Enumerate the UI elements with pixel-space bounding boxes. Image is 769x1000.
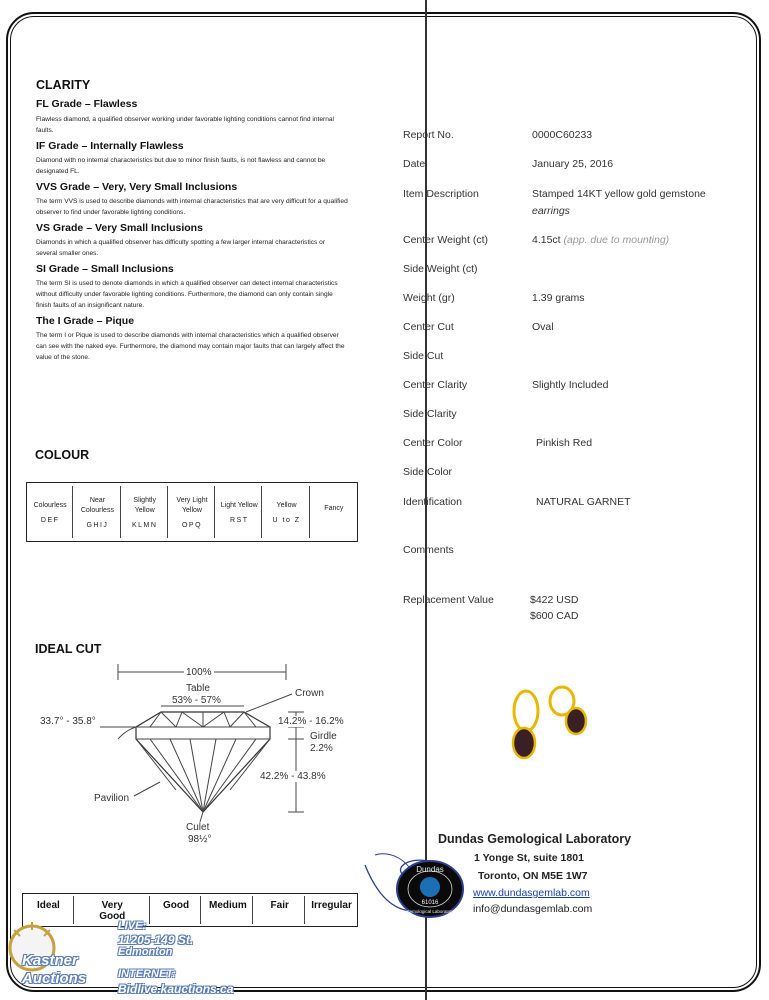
colour-cell-label: Colourless <box>33 501 67 509</box>
report-label-report-no: Report No. <box>403 129 454 141</box>
seal-bottom-text: Gemological Laboratory <box>406 909 454 914</box>
width-label: 100% <box>186 667 212 678</box>
clarity-grade-desc-si: The term SI is used to denote diamonds in which a qualified observer can detect internal characteristics without difficulty under favorable lighting conditions. Furthermore, the diamond can only contain single finish faults of an insignificant nature. <box>36 280 338 309</box>
report-label-center-cut: Center Cut <box>403 321 454 333</box>
colour-cell-label: Fancy <box>324 505 344 512</box>
report-label-identification: Identification <box>403 496 462 508</box>
report-value-replacement-usd: $422 USD <box>530 594 579 606</box>
report-value-report-no: 0000C60233 <box>532 129 593 141</box>
pavilion-label: Pavilion <box>94 793 130 804</box>
colour-cell-label: Light Yellow <box>220 501 258 509</box>
lab-name: Dundas Gemological Laboratory <box>438 832 632 846</box>
report-label-item-description: Item Description <box>403 188 479 200</box>
report-value-replacement-cad: $600 CAD <box>530 610 579 622</box>
crown-angle-label: 33.7° - 35.8° <box>40 716 96 727</box>
colour-cell-letters: KLMN <box>131 521 158 529</box>
clarity-grade-title-si: SI Grade – Small Inclusions <box>36 263 174 275</box>
report-label-side-weight: Side Weight (ct) <box>403 263 478 275</box>
cut-grade-cell: Ideal <box>24 896 74 924</box>
ideal-cut-heading: IDEAL CUT <box>35 642 102 656</box>
report-value-date: January 25, 2016 <box>532 158 614 170</box>
clarity-grade-title-vvs: VVS Grade – Very, Very Small Inclusions <box>36 181 238 193</box>
pavilion-depth-label: 42.2% - 43.8% <box>260 771 326 782</box>
report-label-center-weight: Center Weight (ct) <box>403 234 488 246</box>
culet-pointer <box>200 812 203 822</box>
watermark-internet-site: Bidlive.kauctions.ca <box>118 982 234 996</box>
girdle-label: Girdle <box>310 731 337 742</box>
clarity-grade-desc-vs: Diamonds in which a qualified observer has difficulty spotting a few larger internal characteristics or several smaller ones. <box>36 239 326 257</box>
report-value-center-weight <box>532 234 669 246</box>
crown-label: Crown <box>295 688 324 699</box>
report-value-weight: 1.39 grams <box>532 292 585 304</box>
clarity-heading: CLARITY <box>36 78 91 92</box>
colour-cell-letters: U to Z <box>272 516 301 524</box>
report-value-center-color: Pinkish Red <box>536 437 593 449</box>
clarity-grade-title-vs: VS Grade – Very Small Inclusions <box>36 222 203 234</box>
seal-number: 61016 <box>421 900 439 906</box>
clarity-grade-desc-vvs: The term VVS is used to describe diamonds with internal characteristics that are very difficult for a qualified observer to find under favorable lighting conditions. <box>36 198 348 216</box>
watermark-brand-line2: Auctions <box>22 970 87 987</box>
clarity-grade-title-if: IF Grade – Internally Flawless <box>36 140 184 152</box>
watermark-brand-line1: Kastner <box>22 952 78 969</box>
culet-label: Culet <box>186 822 210 833</box>
lab-address-line2: Toronto, ON M5E 1W7 <box>478 870 588 882</box>
report-value-item-description: Stamped 14KT yellow gold gemstone <box>532 188 706 200</box>
report-label-date: Date <box>403 158 426 170</box>
lab-website-link[interactable]: www.dundasgemlab.com <box>473 887 590 899</box>
colour-heading: COLOUR <box>35 448 90 462</box>
cut-grade-cell: Fair <box>255 896 305 924</box>
clarity-grade-desc-i: The term I or Pique is used to describe diamonds with internal characteristics which a qualified observer can see with the naked eye. Furthermore, the diamond may contain major faults that can largely affect the value of the stone. <box>36 332 345 361</box>
table-label: Table <box>186 683 210 694</box>
cut-grade-cell: Irregular <box>311 900 352 911</box>
culet-value-label: 98½° <box>188 834 212 845</box>
report-label-side-cut: Side Cut <box>403 350 444 362</box>
report-label-center-clarity: Center Clarity <box>403 379 468 391</box>
colour-cell-label: Near Colourless <box>80 496 114 514</box>
clarity-grade-title-fl: FL Grade – Flawless <box>36 98 138 110</box>
colour-cell-letters: OPQ <box>181 521 203 529</box>
report-label-center-color: Center Color <box>403 437 463 449</box>
report-value-center-clarity: Slightly Included <box>532 379 609 391</box>
colour-cell-label: Yellow <box>276 501 297 509</box>
report-label-weight: Weight (gr) <box>403 292 455 304</box>
crown-height-label: 14.2% - 16.2% <box>278 716 344 727</box>
cut-grade-table <box>22 893 358 927</box>
watermark-live-address: 11205-149 St. <box>118 933 194 947</box>
center-weight-value: 4.15ct <box>532 234 561 246</box>
center-weight-note: (app. due to mounting) <box>563 234 670 246</box>
report-value-item-description-line2: earrings <box>532 205 570 217</box>
report-label-comments: Comments <box>403 544 454 556</box>
report-label-side-clarity: Side Clarity <box>403 408 457 420</box>
cut-grade-cell: Medium <box>203 896 253 924</box>
colour-cell-letters: RST <box>230 516 249 524</box>
report-label-side-color: Side Color <box>403 466 453 478</box>
clarity-grade-title-i: The I Grade – Pique <box>36 315 135 327</box>
watermark-live-label: LIVE: <box>118 920 147 932</box>
colour-cell-letters: DEF <box>40 516 60 524</box>
lab-address-line1: 1 Yonge St, suite 1801 <box>474 852 584 864</box>
garnet-stone-left <box>513 728 535 758</box>
lab-email: info@dundasgemlab.com <box>473 903 593 915</box>
colour-cell-letters: GHIJ <box>86 521 109 529</box>
watermark-live-city: Edmonton <box>118 946 173 958</box>
girdle-value-label: 2.2% <box>310 743 333 754</box>
earrings-photo <box>500 685 600 771</box>
cut-grade-cell: Very Good <box>76 896 150 924</box>
pavilion-pointer <box>134 782 160 796</box>
garnet-stone-right <box>566 708 586 734</box>
clarity-grade-desc-if: Diamond with no internal characteristics but due to minor finish faults, is not flawless and cannot be designated FL. <box>36 157 326 175</box>
colour-cell-label: Very Light Yellow <box>176 496 208 514</box>
crown-pointer <box>246 694 292 712</box>
seal-top-text: Dundas <box>416 865 444 874</box>
earring-hoop-left <box>514 691 538 731</box>
clarity-grade-desc-fl: Flawless diamond, a qualified observer working under favorable lighting conditions cannot find internal faults. <box>36 116 334 134</box>
report-label-replacement-value: Replacement Value <box>403 594 494 606</box>
cut-grade-cell: Good <box>152 896 202 924</box>
watermark-internet-label: INTERNET: <box>118 968 176 980</box>
report-value-center-cut: Oval <box>532 321 554 333</box>
lab-seal <box>394 858 466 920</box>
report-value-identification: NATURAL GARNET <box>536 496 631 508</box>
colour-cell-label: Slightly Yellow <box>133 496 156 514</box>
table-range-label: 53% - 57% <box>172 695 221 706</box>
